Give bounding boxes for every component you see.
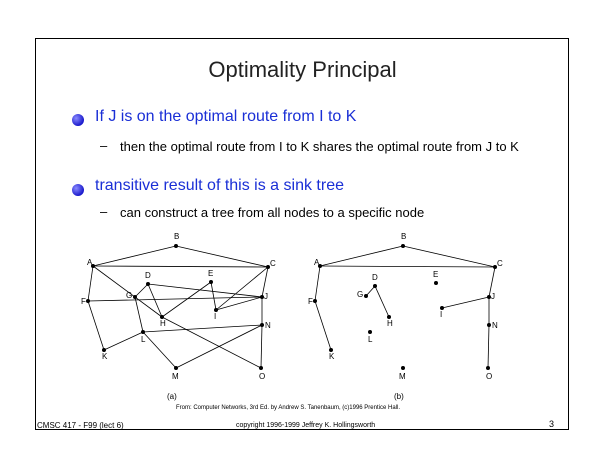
graph-b-label-K: K [329,352,335,361]
bullet-1-text: If J is on the optimal route from I to K [95,108,357,125]
graph-a-node-F [86,299,90,303]
graph-b-label-B: B [401,232,407,241]
graph-a-label-H: H [160,319,166,328]
bullet-2-text: transitive result of this is a sink tree [95,177,344,194]
graph-b-node-M [401,366,405,370]
bullet-1-subtext: then the optimal route from I to K shares the optimal route from J to K [120,139,519,154]
graph-a-node-N [260,323,264,327]
graph-a-edge-B-C [176,246,268,267]
graph-a-edge-A-F [88,266,93,301]
graph-a-node-G [133,295,137,299]
graph-b-label-A: A [314,258,320,267]
graph-a-label-J: J [264,292,268,301]
graph-a-edge-L-K [104,332,143,350]
page-number: 3 [549,419,555,429]
graph-a-node-L [141,330,145,334]
graph-a-edge-C-I [216,267,268,310]
footer-copyright: copyright 1996-1999 Jeffrey K. Hollingsworth [236,422,376,429]
graph-a-node-M [174,366,178,370]
graph-a-edge-E-I [211,282,216,310]
graph-a-edge-H-O [162,317,261,368]
graph-b-label-H: H [387,319,393,328]
graph-a-label-L: L [141,335,146,344]
graph-a-node-B [174,244,178,248]
graph-a-edge-F-K [88,301,104,350]
graph-a-label-M: M [172,372,179,381]
graph-a-node-D [146,282,150,286]
graph-b-edge-A-F [315,266,320,301]
graph-b-label-L: L [368,335,373,344]
graph-b-edge-F-K [315,301,331,350]
graph-b-label-F: F [308,297,313,306]
graph-b-edge-N-O [488,325,489,368]
graph-a-label-K: K [102,352,108,361]
graph-a-label-F: F [81,297,86,306]
graph-b-label-I: I [440,310,443,319]
graph-a-label-D: D [145,271,151,280]
graph-a-node-E [209,280,213,284]
graph-a-label-E: E [208,269,214,278]
footer-course: CMSC 417 - F99 (lect 6) [37,421,124,430]
source-credit: From: Computer Networks, 3rd Ed. by Andrew S. Tanenbaum, (c)1996 Prentice Hall. [176,405,400,411]
graph-a-edge-L-M [143,332,176,368]
slide-title: Optimality Principal [208,57,397,82]
graph-b-edge-A-B [320,246,403,266]
dash-1-icon: – [100,138,108,153]
graph-b-edge-G-D [366,286,375,296]
graph-a-edge-A-B [93,246,176,266]
graph-b-node-D [373,284,377,288]
graph-b-node-F [313,299,317,303]
graph-b-node-N [487,323,491,327]
graph-a-label-C: C [270,259,276,268]
graph-b-label-C: C [497,259,503,268]
caption-a: (a) [167,392,177,401]
graph-a-edge-F-J [88,297,262,301]
graph-a-label-B: B [174,232,180,241]
graph-a-label-A: A [87,258,93,267]
graph-b-label-J: J [491,292,495,301]
graph-b-label-D: D [372,273,378,282]
graph-b-edge-B-C [403,246,495,267]
graph-b-edge-J-I [442,297,489,308]
graph-a-label-N: N [265,321,271,330]
graph-a-label-O: O [259,372,266,381]
graph-b-edge-D-H [375,286,389,317]
graph-b-node-E [434,281,438,285]
graph-a-edge-J-I [216,297,262,310]
graph-b-label-G: G [357,290,364,299]
graph-b-node-L [368,330,372,334]
graph-b-node-O [486,366,490,370]
graph-a-edge-A-C [93,266,268,267]
graph-a-node-O [259,366,263,370]
bullet-2-subtext: can construct a tree from all nodes to a specific node [120,205,425,220]
caption-b: (b) [394,392,404,401]
graph-b-label-M: M [399,372,406,381]
graph-b-node-B [401,244,405,248]
graph-b-label-E: E [433,270,439,279]
dash-2-icon: – [100,204,108,219]
graph-b-label-N: N [492,321,498,330]
graph-a-edge-N-O [261,325,262,368]
graph-b-edge-A-C [320,266,495,267]
graph-a-label-G: G [126,291,133,300]
graph-a [81,232,276,381]
graph-a-label-I: I [214,312,217,321]
graph-b-node-G [364,294,368,298]
graph-b [308,232,503,381]
graph-a-edge-G-D [135,284,148,297]
graph-b-label-O: O [486,372,493,381]
